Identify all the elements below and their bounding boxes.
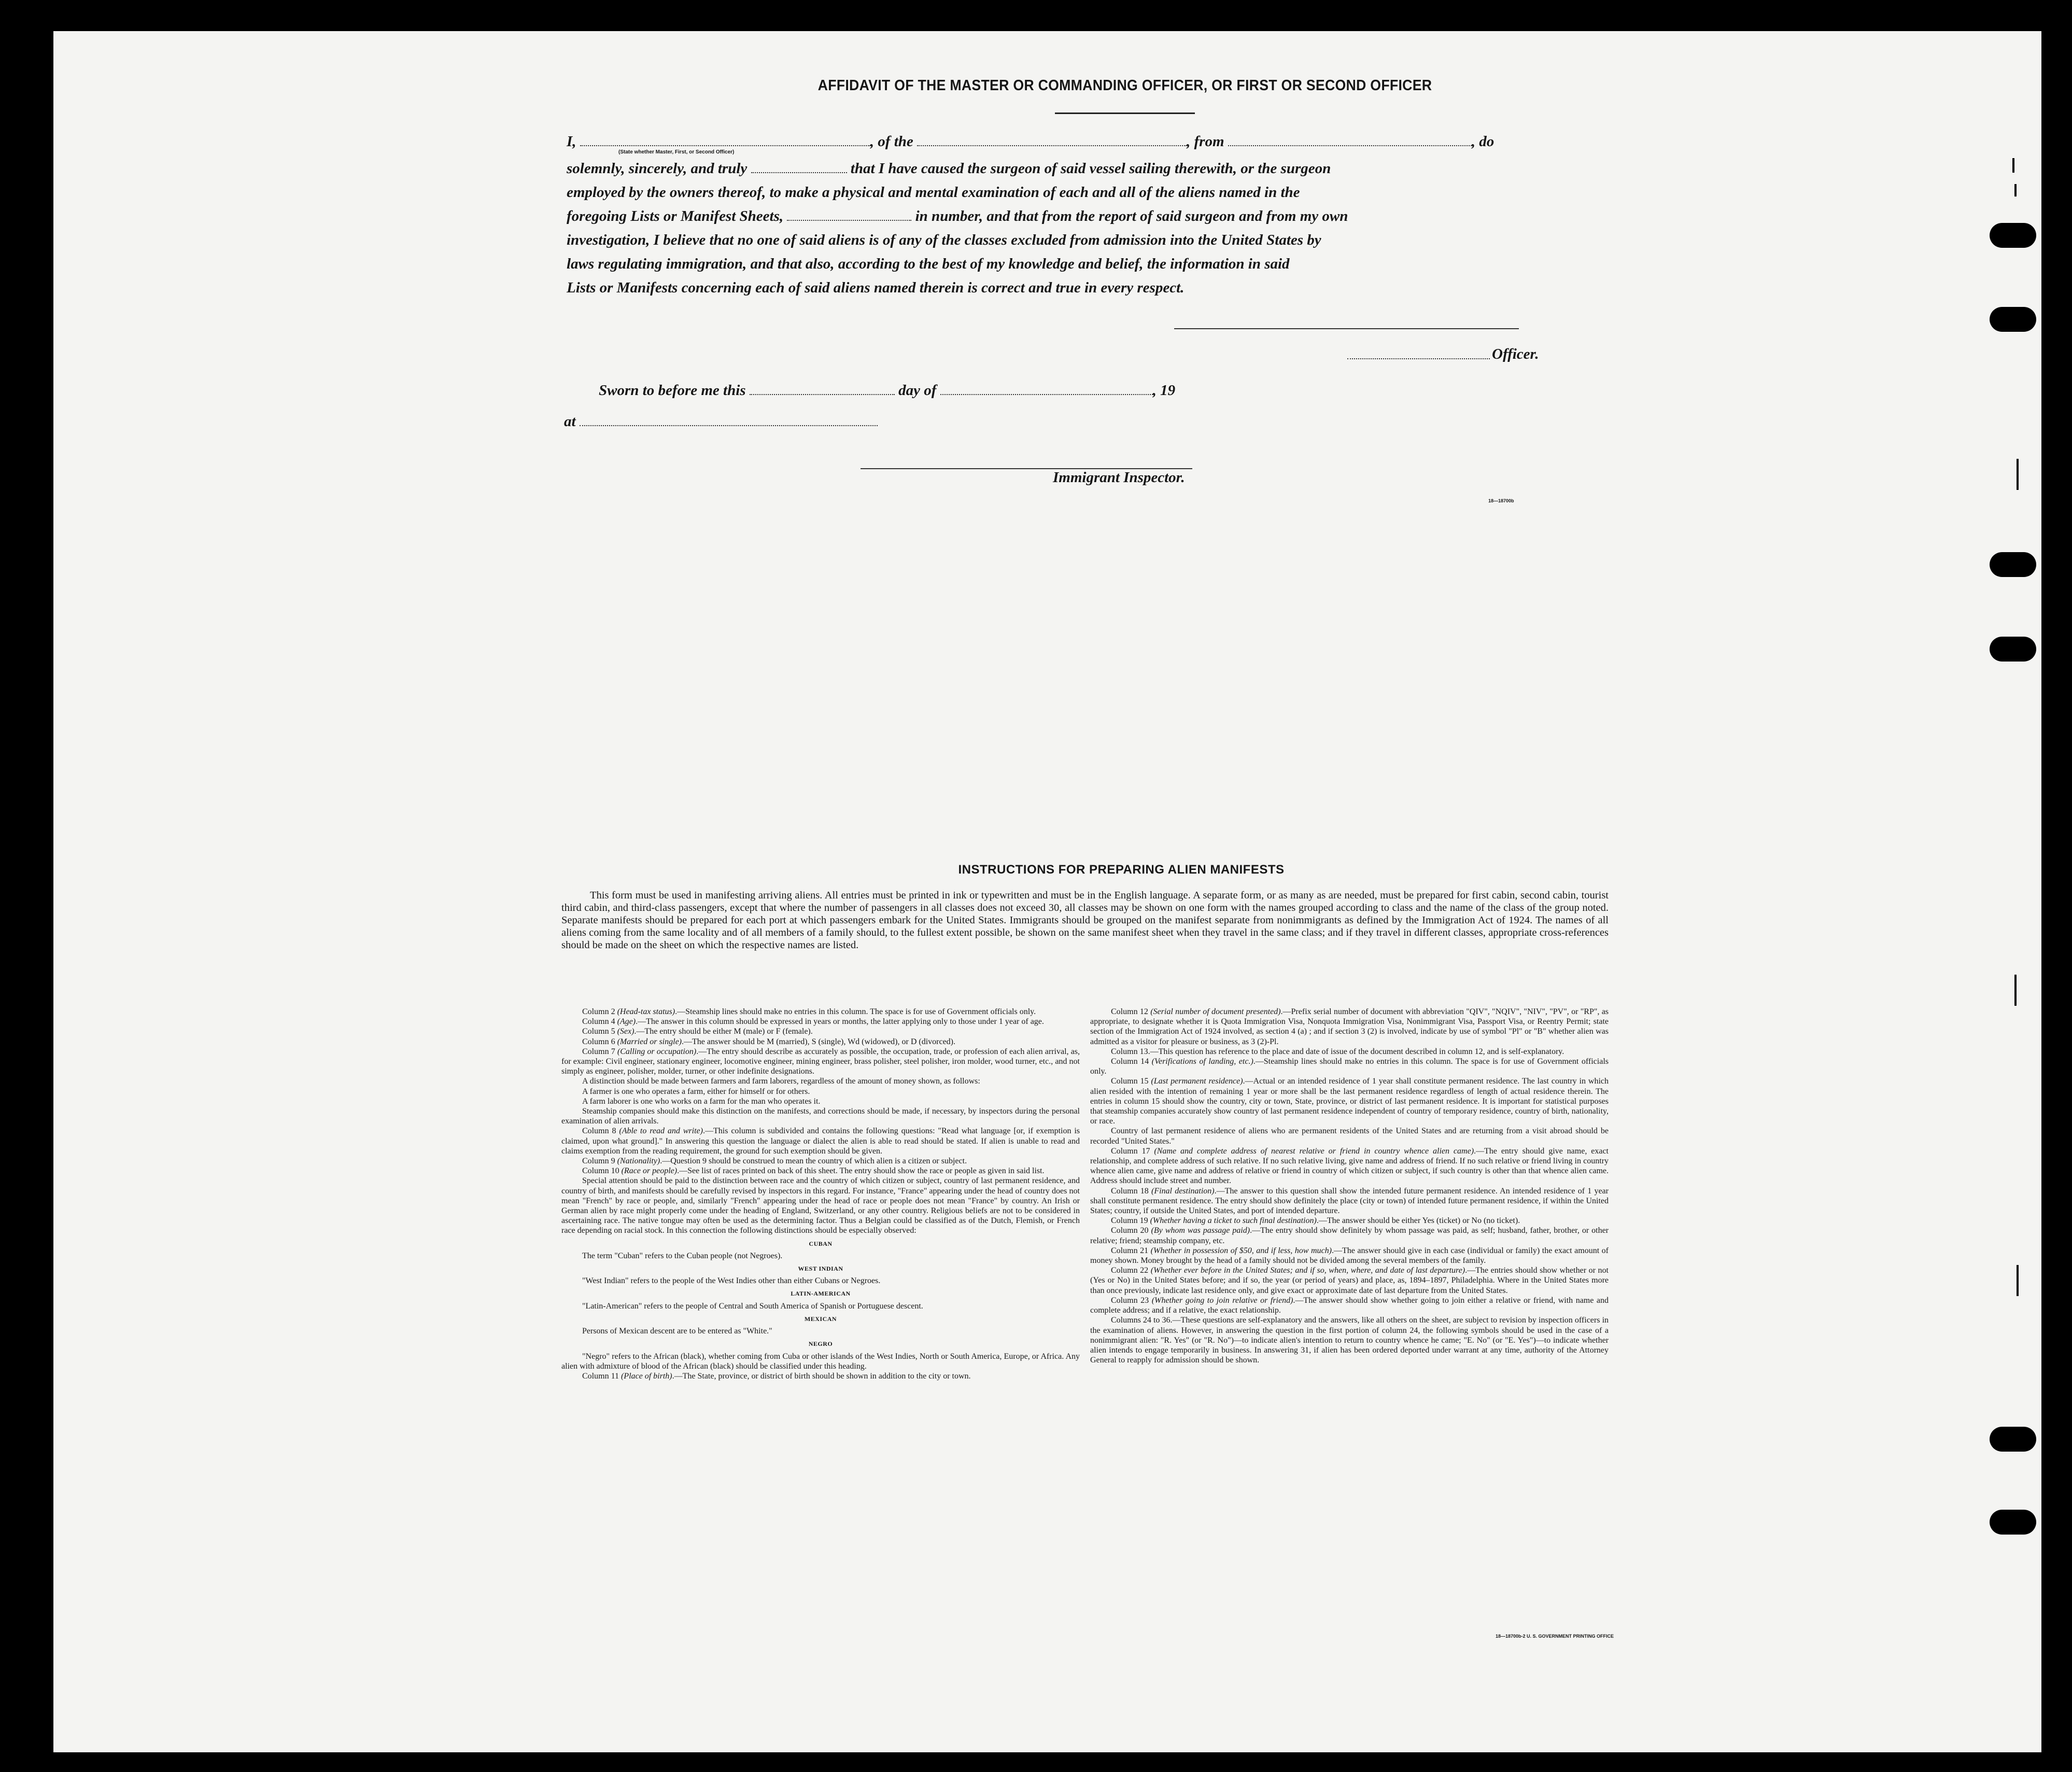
instruction-paragraph [1090, 1047, 1609, 1057]
instruction-text: "Negro" refers to the African (black), whether coming from Cuba or other islands of the West Indies, North or South America, Europe, or Africa. Any alien with admixture of blood of the African (black) should be classified under this heading. [561, 1352, 1080, 1371]
instruction-text: .—The answer should be M (married), S (single), Wd (widowed), or D (divorced). [682, 1037, 956, 1046]
instruction-text: .—The entry should be either M (male) or F (female). [634, 1027, 813, 1036]
column-label: Column 6 [582, 1037, 617, 1046]
column-heading: (Whether having a ticket to such final destination) [1150, 1216, 1317, 1226]
instruction-paragraph [561, 1007, 1080, 1017]
punch-hole [1990, 637, 2036, 662]
edge-mark [2017, 459, 2019, 490]
instructions-left-column [561, 1007, 1080, 1381]
instruction-paragraph [1090, 1216, 1609, 1226]
affidavit-text: in number, and that from the report of said surgeon and from my own [915, 208, 1348, 224]
instruction-paragraph [1090, 1007, 1609, 1047]
sworn-text: Sworn to before me this [599, 382, 746, 399]
instruction-paragraph [561, 1106, 1080, 1126]
instruction-text: .—The answer should show whether going to join either a relative or friend, with name and complete address; and if a relative, the exact relationship. [1090, 1296, 1609, 1315]
sworn-line [599, 380, 1324, 401]
sworn-day-field[interactable] [750, 384, 895, 395]
port-field[interactable] [1228, 135, 1472, 146]
column-label: Column 20 [1111, 1226, 1151, 1235]
instruction-paragraph [561, 1276, 1080, 1286]
column-heading: (Whether going to join relative or friend) [1151, 1296, 1293, 1305]
affidavit-line-2 [567, 158, 1609, 179]
instruction-text: .—Steamship lines should make no entries in this column. The space is for use of Government officials only. [675, 1007, 1036, 1016]
column-heading: (Age) [617, 1017, 636, 1026]
instruction-text: .—The entry should show definitely by whom passage was paid, as self; husband, father, brother, or other relative; friend; steamship company, etc. [1090, 1226, 1609, 1245]
section-heading: CUBAN [809, 1240, 833, 1247]
sworn-text: day of [898, 382, 937, 399]
officer-title-line[interactable] [1347, 358, 1490, 359]
instruction-text: .—This question has reference to the place and date of issue of the document described in column 12, and is self-explanatory. [1148, 1047, 1564, 1056]
instruction-text: Persons of Mexican descent are to be entered as "White." [582, 1327, 772, 1336]
officer-rank-field[interactable] [580, 135, 870, 146]
affidavit-line-7: Lists or Manifests concerning each of said aliens named therein is correct and true in every respect. [567, 279, 1185, 296]
column-heading: (Last permanent residence) [1151, 1077, 1243, 1086]
column-label: Column 17 [1111, 1146, 1154, 1156]
instruction-text: .—The State, province, or district of birth should be shown in addition to the city or town. [672, 1371, 971, 1381]
section-heading: MEXICAN [804, 1315, 837, 1323]
instruction-text: .—Actual or an intended residence of 1 year shall constitute permanent residence. The last country in which alien resided with the intention of remaining 1 year or more shall be the last permanent residence regardless of length of actual residence therein. The entries in column 15 should show the country, city or town, State, province, or district of last permanent residence. It is important for statistical purposes that steamship companies accurately show country of last permanent residence independent of country of temporary residence, country of birth, nationality, or race. [1090, 1077, 1609, 1126]
instruction-text: .—Prefix serial number of document with abbreviation "QIV", "NQIV", "NIV", "PV", or "RP", as appropriate, to designate whether it is Quota Immigration Visa, Nonquota Immigration Visa, Nonimmigrant Visa, Passport Visa, or Reentry Permit; state section of the Immigration Act of 1924 involved, as section 4 (a) ; and if section 3 (2) is involved, indicate by use of symbol "Pl" or "B" whether alien was admitted as a visitor for pleasure or business, as 3 (2)-Pl. [1090, 1007, 1609, 1046]
column-label: Column 10 [582, 1166, 622, 1176]
instruction-text: A farmer is one who operates a farm, either for himself or for others. [582, 1087, 810, 1096]
instruction-paragraph [1090, 1126, 1609, 1146]
instruction-paragraph [1090, 1296, 1609, 1315]
column-heading: (Final destination) [1151, 1186, 1215, 1196]
instruction-paragraph [1090, 1076, 1609, 1126]
column-heading: (Name and complete address of nearest relative or friend in country whence alien came) [1154, 1146, 1474, 1156]
instruction-paragraph [1090, 1315, 1609, 1365]
column-label: Column 13 [1111, 1047, 1148, 1056]
instruction-paragraph [1090, 1265, 1609, 1296]
edge-mark [2012, 158, 2014, 173]
instruction-text: .—The entry should describe as accurately as possible, the occupation, trade, or profession of each alien arrival, as, for example: Civil engineer, stationary engineer, locomotive engineer, mining engineer, brass polisher, steel polisher, iron molder, wood turner, etc., and not simply as engineer, polisher, molder, turner, or other indefinite designations. [561, 1047, 1080, 1076]
instruction-text: A distinction should be made between farmers and farm laborers, regardless of the amount of money shown, as follows: [582, 1077, 980, 1086]
affidavit-line-6: laws regulating immigration, and that also, according to the best of my knowledge and belief, the information in said [567, 256, 1290, 272]
column-heading: (Whether in possession of $50, and if less, how much) [1150, 1246, 1332, 1255]
officer-signature-line[interactable] [1174, 328, 1519, 329]
instruction-text: Country of last permanent residence of aliens who are permanent residents of the United States and are returning from a visit abroad should be recorded "United States." [1090, 1127, 1609, 1146]
column-label: Column 9 [582, 1157, 617, 1166]
instruction-paragraph [561, 1371, 1080, 1381]
column-heading: (Head-tax status) [617, 1007, 675, 1016]
instruction-paragraph [561, 1037, 1080, 1047]
affidavit-text: foregoing Lists or Manifest Sheets, [567, 208, 784, 224]
form-number: 18—18700b [1488, 498, 1514, 503]
section-heading: LATIN-AMERICAN [791, 1290, 851, 1298]
rank-note: (State whether Master, First, or Second Officer) [618, 149, 735, 155]
column-label: Column 14 [1111, 1057, 1152, 1066]
instruction-text: .—The entry should give name, exact relationship, and complete address of such relative. If no such relative living, give name and address of friend. If no such relative or friend living in country whence alien came, give name and address of relative or friend in country of which citizen or subject, if such country is other than that whence alien came. Address should include street and number. [1090, 1146, 1609, 1186]
instruction-paragraph [561, 1166, 1080, 1176]
title-rule [1055, 112, 1195, 114]
at-text: at [564, 413, 576, 430]
instruction-text: .—These questions are self-explanatory and the answers, like all others on the sheet, are subject to revision by inspection officers in the examination of aliens. However, in answering the question in the first portion of column 24, the following symbols should be used in the case of a nonimmigrant alien: "R. Yes" (or "R. No")—to indicate alien's intention to return to country whence he came; "E. No" (or "E. Yes")—to indicate whether alien intends to engage temporarily in business. In answering 31, if alien has been ordered deported under warrant at any time, authority of the Attorney General to reapply for admission should be shown. [1090, 1316, 1609, 1365]
affidavit-text: I, [567, 133, 576, 150]
sheet-count-field[interactable] [787, 209, 911, 221]
instruction-paragraph [1090, 1246, 1609, 1265]
instruction-text: .—Steamship lines should make no entries in this column. The space is for use of Government officials only. [1090, 1057, 1609, 1076]
affidavit-text: that I have caused the surgeon of said vessel sailing therewith, or the surgeon [850, 160, 1331, 177]
intro-paragraph: This form must be used in manifesting arriving aliens. All entries must be printed in ink or typewritten and must be in the English language. A separate form, or as many as are needed, must be prepared for first cabin, second cabin, tourist third cabin, and third-class passengers, except that where the number of passengers in all classes does not exceed 30, all classes may be shown on one form with the names grouped according to class and the name of the class of the group noted. Separate manifests should be prepared for each port at which passengers embark for the United States. Immigrants should be grouped on the manifest separate from nonimmigrants as defined by the Immigration Act of 1924. The names of all aliens coming from the same locality and of all members of a family should, to the fullest extent possible, be shown on the same manifest sheet when they travel in the same class; and if they travel in different classes, appropriate cross-references should be made on the sheet on which the respective names are listed. [561, 890, 1609, 951]
instructions-title: INSTRUCTIONS FOR PREPARING ALIEN MANIFESTS [958, 863, 1285, 877]
instruction-text: .—The entries should show whether or not (Yes or No) in the United States before; and if so, the year (or period of years) and place, as, 1894–1897, Philadelphia. Where in the United States more than once previously, indicate last residence only, and give exact or approximate date of last departure from the United States. [1090, 1266, 1609, 1295]
instruction-paragraph [561, 1047, 1080, 1077]
instruction-text: .—See list of races printed on back of this sheet. The entry should show the race or people as given in said list. [677, 1166, 1045, 1176]
punch-hole [1990, 1510, 2036, 1535]
column-heading: (Married or single) [617, 1037, 682, 1046]
instruction-paragraph [561, 1126, 1080, 1156]
column-label: Column 12 [1111, 1007, 1151, 1016]
affidavit-text: , of the [870, 133, 913, 150]
column-heading: (Calling or occupation) [617, 1047, 697, 1056]
instruction-paragraph [561, 1251, 1080, 1261]
column-heading: (Race or people) [621, 1166, 678, 1176]
vessel-name-field[interactable] [917, 135, 1187, 146]
edge-mark [2014, 975, 2017, 1006]
instruction-paragraph [561, 1096, 1080, 1106]
instruction-paragraph [561, 1176, 1080, 1235]
section-heading: WEST INDIAN [798, 1265, 843, 1273]
column-heading: (Verifications of landing, etc.) [1151, 1057, 1253, 1066]
sworn-month-field[interactable] [940, 384, 1153, 395]
instruction-text: .—The answer in this column should be expressed in years or months, the latter applying only to those under 1 year of age. [636, 1017, 1044, 1026]
column-heading: (By whom was passage paid) [1151, 1226, 1250, 1235]
instruction-paragraph [561, 1017, 1080, 1026]
at-line [564, 411, 927, 432]
instruction-text: The term "Cuban" refers to the Cuban people (not Negroes). [582, 1251, 783, 1260]
instructions-right-column [1090, 1007, 1609, 1365]
instruction-text: Special attention should be paid to the distinction between race and the country of which citizen or subject, country of last permanent residence, and country of birth, and manifests should be carefully revised by inspectors in this regard. For instance, "France" appearing under the head of country does not mean "French" by race or people, and, similarly "French" appearing under the head of race or people does not mean "France" by country. An Irish or German alien by race might properly come under the heading of England, Switzerland, or any other country. Religious beliefs are not to be considered in ascertaining race. The native tongue may often be used as the determining factor. Thus a Belgian could be classified as of the Dutch, Flemish, or French race depending on racial stock. In this connection the following distinctions should be especially observed: [561, 1176, 1080, 1235]
column-heading: (Serial number of document presented) [1150, 1007, 1281, 1016]
instruction-text: "Latin-American" refers to the people of Central and South America of Spanish or Portuguese descent. [582, 1301, 923, 1311]
instruction-paragraph [1090, 1146, 1609, 1186]
instruction-paragraph [1090, 1057, 1609, 1076]
column-label: Column 21 [1111, 1246, 1151, 1255]
column-label: Column 18 [1111, 1186, 1151, 1196]
affidavit-text: , from [1187, 133, 1224, 150]
column-heading: (Whether ever before in the United States; and if so, when, where, and date of last departure) [1150, 1266, 1465, 1275]
instruction-paragraph [561, 1301, 1080, 1311]
instruction-paragraph [1090, 1226, 1609, 1245]
column-label: Column 4 [582, 1017, 617, 1026]
column-label: Column 2 [582, 1007, 617, 1016]
column-label: Column 23 [1111, 1296, 1152, 1305]
punch-hole [1990, 223, 2036, 248]
instruction-text: .—The answer to this question shall show the intended future permanent residence. An intended residence of 1 year shall constitute permanent residence. The entry should show definitely the place (city or town) of intended future permanent residence, if within the United States; country, if outside the United States, and port of intended departure. [1090, 1186, 1609, 1216]
instruction-paragraph [561, 1326, 1080, 1336]
column-label: Column 19 [1111, 1216, 1150, 1226]
affidavit-title: AFFIDAVIT OF THE MASTER OR COMMANDING OFFICER, OR FIRST OR SECOND OFFICER [817, 77, 1432, 94]
instruction-paragraph [561, 1026, 1080, 1036]
instruction-text: Steamship companies should make this distinction on the manifests, and corrections should be made, if necessary, by inspectors during the personal examination of alien arrivals. [561, 1107, 1080, 1126]
instruction-text: "West Indian" refers to the people of the West Indies other than either Cubans or Negroes. [582, 1276, 881, 1286]
instruction-text: .—The answer should give in each case (individual or family) the exact amount of money shown. Money brought by the head of a family should not be divided among the several members of the family. [1090, 1246, 1609, 1265]
column-heading: (Place of birth) [621, 1371, 672, 1381]
instruction-paragraph [561, 1087, 1080, 1096]
instruction-text: .—The answer should be either Yes (ticket) or No (no ticket). [1316, 1216, 1520, 1226]
punch-hole [1990, 307, 2036, 332]
instruction-text: A farm laborer is one who works on a farm for the man who operates it. [582, 1096, 821, 1106]
column-label: Columns 24 to 36 [1111, 1316, 1171, 1325]
column-heading: (Nationality) [617, 1157, 660, 1166]
instruction-paragraph [561, 1352, 1080, 1371]
sworn-text: , 19 [1152, 382, 1176, 399]
column-label: Column 7 [582, 1047, 617, 1056]
edge-mark [2014, 184, 2017, 196]
column-label: Column 15 [1111, 1077, 1151, 1086]
place-field[interactable] [580, 415, 878, 426]
instruction-paragraph [561, 1076, 1080, 1086]
instruction-text: .—Question 9 should be construed to mean the country of which alien is a citizen or subject. [660, 1157, 967, 1166]
section-heading: NEGRO [808, 1340, 833, 1348]
column-label: Column 8 [582, 1127, 619, 1136]
oath-field[interactable] [751, 162, 847, 173]
inspector-label: Immigrant Inspector. [1053, 469, 1185, 486]
affidavit-line-3: employed by the owners thereof, to make a physical and mental examination of each and all of the aliens named in the [567, 184, 1300, 201]
instruction-paragraph [1090, 1186, 1609, 1216]
affidavit-line-4 [567, 206, 1609, 227]
column-label: Column 22 [1111, 1266, 1151, 1275]
document-page [53, 31, 2041, 1752]
instructions-intro [561, 889, 1609, 951]
column-label: Column 11 [582, 1371, 621, 1381]
officer-label: Officer. [1492, 346, 1539, 362]
instruction-text: .—This column is subdivided and contains the following questions: "Read what language [or, if exemption is claimed, upon what ground]." In answering this question the language or dialect the alien is able to read should be stated. If alien is unable to read and claims exemption from the reading requirement, the ground for such exemption should be given. [561, 1127, 1080, 1156]
punch-hole [1990, 552, 2036, 577]
column-heading: (Able to read and write) [619, 1127, 703, 1136]
affidavit-line-5: investigation, I believe that no one of said aliens is of any of the classes excluded from admission into the United States by [567, 232, 1321, 248]
affidavit-text: , do [1471, 133, 1495, 150]
column-heading: (Sex) [617, 1027, 635, 1036]
column-label: Column 5 [582, 1027, 617, 1036]
punch-hole [1990, 1427, 2036, 1452]
printing-office-footer: 18—18700b-2 U. S. GOVERNMENT PRINTING OFFICE [1495, 1634, 1614, 1639]
affidavit-line-1 [567, 131, 1609, 152]
edge-mark [2017, 1265, 2019, 1296]
affidavit-text: solemnly, sincerely, and truly [567, 160, 748, 177]
instruction-paragraph [561, 1156, 1080, 1166]
